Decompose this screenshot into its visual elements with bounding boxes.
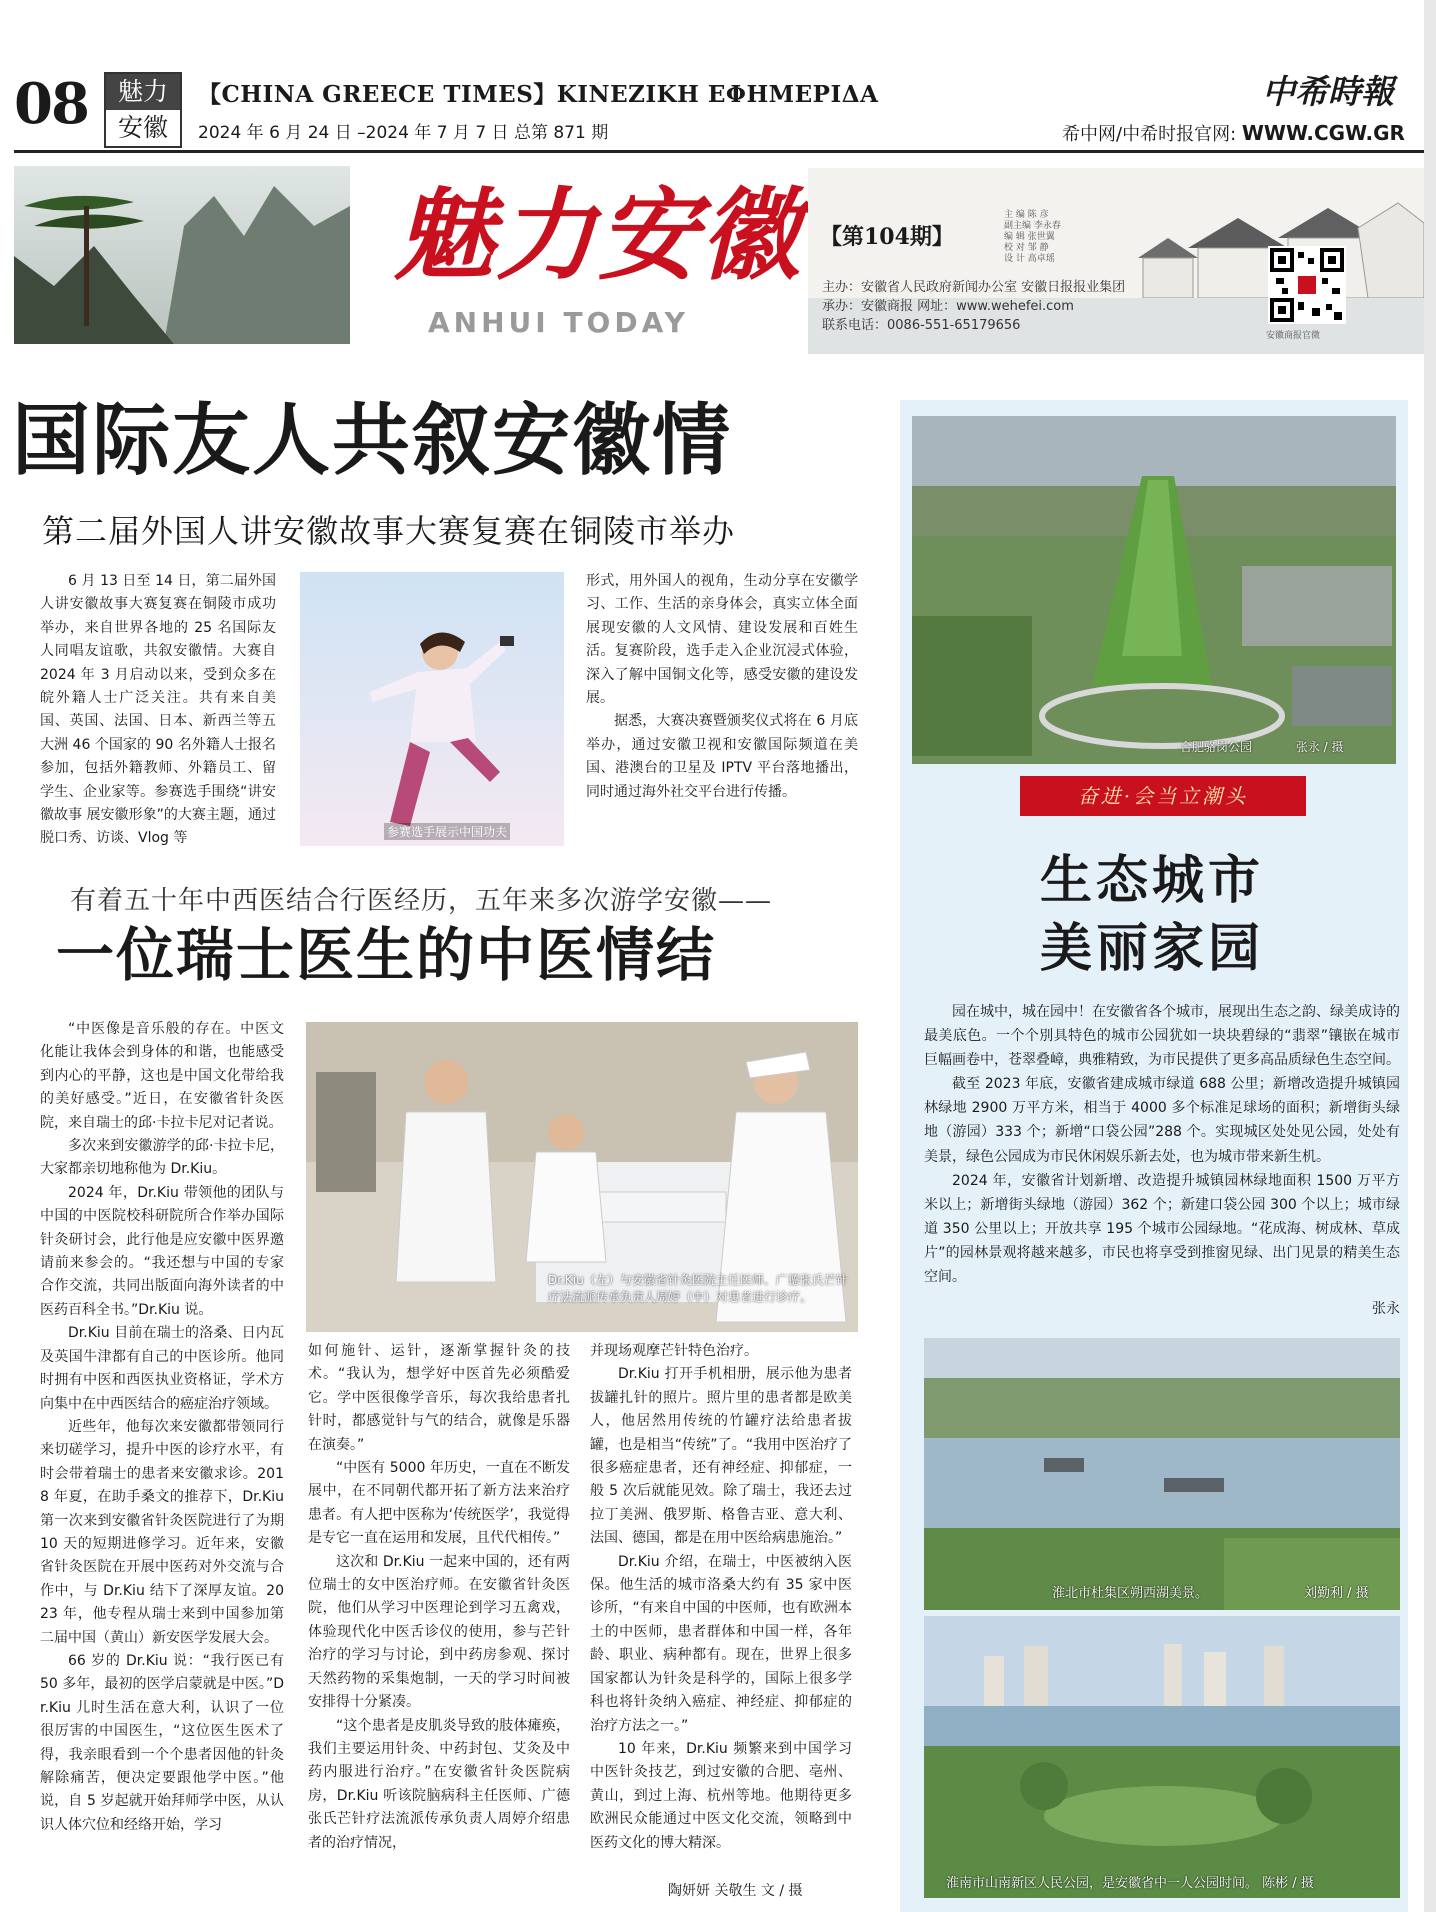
section-badge [104, 72, 182, 148]
article1-col1 [40, 570, 276, 851]
editor-line: 设 计 高卓瑶 [1004, 254, 1055, 264]
website-line [1062, 120, 1405, 146]
website-label: 希中网/中希时报官网: [1062, 124, 1242, 145]
issue-number: 【第104期】 [820, 224, 954, 250]
paragraph: 近些年，他每次来安徽都带领同行来切磋学习，提升中医的诊疗水平，有时会带着瑞士的患者来安徽求诊。2018 年夏，在助手桑文的推荐下，Dr.Kiu 第一次来到安徽省针灸医院进行了为期 10 天的短期进修学习。近年来，安徽省针灸医院在开展中医药对外交流与合作中，与 Dr.Kiu 结下了深厚友谊。2023 年，他专程从瑞士来到中国参加第二届中国（黄山）新安医学发展大会。 [40, 1418, 284, 1646]
subheadline-1: 第二届外国人讲安徽故事大赛复赛在铜陵市举办 [42, 512, 736, 550]
article1-col2 [586, 570, 858, 804]
right-headline-2: 美丽家园 [1040, 919, 1265, 979]
website-link[interactable]: WWW.CGW.GR [1241, 121, 1405, 145]
sponsor-info [822, 278, 1125, 335]
paragraph: 6 月 13 日至 14 日，第二届外国人讲安徽故事大赛复赛在铜陵市成功举办，来自世界各地的 25 名国际友人同唱友谊歌，共叙安徽情。大赛自 2024 年 3 月启动以来，受到众多在皖外籍人士广泛关注。共有来自美国、英国、法国、日本、新西兰等五大洲 46 个国家的 90 名外籍人士报名参加，包括外籍教师、外籍员工、留学生、企业家等。参赛选手围绕“讲安徽故事 展安徽形象”的大赛主题，通过脱口秀、访谈、Vlog 等 [40, 573, 276, 847]
header-rule [14, 150, 1424, 153]
paragraph: Dr.Kiu 目前在瑞士的洛桑、日内瓦及英国牛津都有自己的中医诊所。他同时拥有中医和西医执业资格证，学术方向集中在中西医结合的癌症治疗领域。 [40, 1325, 284, 1412]
right-headline-1: 生态城市 [1040, 851, 1265, 911]
paragraph: 2024 年，Dr.Kiu 带领他的团队与中国的中医院校科研院所合作举办国际针灸研讨会，此行他是应安徽中医界邀请前来参会的。“我还想与中国的专家合作交流，共同出版面向海外读者的中医药百科全书。”Dr.Kiu 说。 [40, 1184, 284, 1318]
paragraph: 10 年来，Dr.Kiu 频繁来到中国学习中医针灸技艺，到过安徽的合肥、亳州、黄山，到过上海、杭州等地。他期待更多欧洲民众能通过中医文化交流，领略到中医药文化的博大精深。 [590, 1740, 852, 1851]
qr-caption: 安徽商报官微 [1266, 331, 1321, 341]
headline-2: 一位瑞士医生的中医情结 [56, 921, 717, 989]
paragraph: 2024 年，安徽省计划新增、改造提升城镇园林绿地面积 1500 万平方米以上；新增街头绿地（游园）362 个；新建口袋公园 300 个以上；城市绿道 350 公里以上；开放共享 195 个城市公园绿地。“花成海、树成林、草成片”的园林景观将越来越多，市民也将享受到推窗见绿、出门见景的精美生态空间。 [924, 1172, 1400, 1286]
city-park-photo [924, 1616, 1400, 1898]
qr-code-icon[interactable] [1268, 246, 1346, 324]
paragraph: “这个患者是皮肌炎导致的肢体瘫痪，我们主要运用针灸、中药封包、艾灸及中药内服进行治疗。”在安徽省针灸医院病房，Dr.Kiu 听该院脑病科主任医师、广德张氏芒针疗法流派传承负责人周婷介绍患者的治疗情况， [308, 1717, 570, 1851]
editor-line: 主 编 陈 彦 [1004, 210, 1049, 220]
newspaper-logo: 中希時報 [1262, 72, 1394, 111]
kungfu-photo-caption: 参赛选手展示中国功夫 [384, 823, 510, 840]
slogan-banner: 奋进·会当立潮头 [1020, 776, 1306, 816]
paragraph: 形式，用外国人的视角，生动分享在安徽学习、工作、生活的亲身体会，真实立体全面展现安徽的人文风情、建设发展和百姓生活。复赛阶段，选手走入企业沉浸式体验，深入了解中国铜文化等，感受安徽的建设发展。 [586, 573, 858, 707]
issue-date: 2024 年 6 月 24 日 –2024 年 7 月 7 日 总第 871 期 [198, 123, 609, 143]
organizer-line: 承办：安徽商报 网址：www.wehefei.com [822, 299, 1074, 314]
lake-park-credit: 刘勤利 / 摄 [1304, 1586, 1369, 1601]
headline-1: 国际友人共叙安徽情 [12, 396, 733, 486]
article2-col1 [40, 1018, 284, 1837]
editor-line: 编 辑 张世翼 [1004, 232, 1055, 242]
right-article-body [924, 1000, 1400, 1289]
sponsor-line: 主办：安徽省人民政府新闻办公室 安徽日报报业集团 [822, 280, 1126, 295]
city-park-caption: 淮南市山南新区人民公园，是安徽省中一人公园时间。 陈彬 / 摄 [946, 1876, 1314, 1891]
park-aerial-credit: 张永 / 摄 [1295, 740, 1344, 754]
page-edge-strip [1424, 0, 1436, 1912]
section-badge-line1: 魅力 [106, 74, 180, 110]
banner-title-en: ANHUI TODAY [428, 306, 689, 339]
section-badge-line2: 安徽 [117, 113, 168, 142]
huangshan-pine-image [14, 166, 350, 344]
banner-title-cn: 魅力安徽 [394, 176, 802, 294]
editor-line: 副主编 李永春 [1004, 221, 1061, 231]
article2-col2 [308, 1340, 570, 1855]
paper-title: 【CHINA GREECE TIMES】KINEZIKH ΕΦΗΜΕΡΙΔΑ [198, 81, 879, 108]
park-aerial-photo [912, 416, 1396, 764]
paragraph: 据悉，大赛决赛暨颁奖仪式将在 6 月底举办，通过安徽卫视和安徽国际频道在美国、港澳台的卫星及 IPTV 平台落地播出，同时通过海外社交平台进行传播。 [586, 713, 858, 800]
paragraph: 园在城中，城在园中！在安徽省各个城市，展现出生态之韵、绿美成诗的最美底色。一个个別具特色的城市公园犹如一块块碧绿的“翡翠”镶嵌在城市巨幅画卷中，苍翠叠嶂，典雅精致，为市民提供了更多高品质绿色生态空间。 [924, 1004, 1400, 1069]
right-article-author: 张永 [1372, 1301, 1400, 1317]
kungfu-photo [300, 572, 564, 846]
editorial-staff [1004, 210, 1061, 265]
article2-byline: 陶妍妍 关敬生 文 / 摄 [668, 1883, 803, 1899]
phone-line: 联系电话：0086-551-65179656 [822, 318, 1021, 333]
editor-line: 校 对 邹 静 [1004, 243, 1049, 253]
page-number: 08 [14, 71, 88, 137]
paragraph: Dr.Kiu 打开手机相册，展示他为患者拔罐扎针的照片。照片里的患者都是欧美人，他居然用传统的竹罐疗法给患者拔罐，也是相当“传统”了。“我用中医治疗了很多癌症患者，还有神经症、抑郁症，一般 5 次后就能见效。除了瑞士，我还去过拉丁美洲、俄罗斯、格鲁吉亚、意大利、法国、德国，都是在用中医给病患施治。” [590, 1366, 852, 1547]
paragraph: 截至 2023 年底，安徽省建成城市绿道 688 公里；新增改造提升城镇园林绿地 2900 万平方米，相当于 4000 多个标准足球场的面积；新增街头绿地（游园）333 个；新增“口袋公园”288 个。实现城区处处见公园，处处有美景，绿色公园成为市民休闲娱乐新去处，也为城市带来新生机。 [924, 1076, 1400, 1165]
lake-park-photo [924, 1338, 1400, 1610]
paragraph: 这次和 Dr.Kiu 一起来中国的，还有两位瑞士的女中医治疗师。在安徽省针灸医院，他们从学习中医理论到学习五禽戏，体验现代化中医舌诊仪的使用，参与芒针治疗的学习与讨论，到中药房参观、探讨天然药物的采集炮制，一天的学习时间被安排得十分紧凑。 [308, 1553, 570, 1711]
park-aerial-caption-text: 合肥骆岗公园 [1180, 740, 1253, 754]
paragraph: “中医有 5000 年历史，一直在不断发展中，在不同朝代都开拓了新方法来治疗患者。有人把中医称为‘传统医学’，我觉得是专它一直在运用和发展，且代代相传。” [308, 1460, 570, 1547]
paragraph: Dr.Kiu 介绍，在瑞士，中医被纳入医保。他生活的城市洛桑大约有 35 家中医诊所，“有来自中国的中医师，也有欧洲本土的中医师，患者群体和中国一样，各年龄、职业、病种都有。现在，世界上很多国家都认为针灸是科学的，国际上很多学科也将针灸纳入癌症、神经症、抑郁症的治疗方法之一。” [590, 1553, 852, 1734]
paragraph: 如何施针、运针，逐渐掌握针灸的技术。“我认为，想学好中医首先必须酷爱它。学中医很像学音乐，每次我给患者扎针时，都感觉针与气的结合，就像是乐器在演奏。” [308, 1343, 570, 1453]
article2-col3 [590, 1340, 852, 1855]
paragraph: “中医像是音乐般的存在。中医文化能让我体会到身体的和谐，也能感受到内心的平静，这也是中国文化带给我的美好感受。”近日，在安徽省针灸医院，来自瑞士的邱·卡拉卡尼对记者说。 [40, 1021, 284, 1131]
paragraph: 多次来到安徽游学的邱·卡拉卡尼，大家都亲切地称他为 Dr.Kiu。 [40, 1138, 284, 1178]
paragraph: 66 岁的 Dr.Kiu 说：“我行医已有 50 多年，最初的医学启蒙就是中医。”Dr.Kiu 儿时生活在意大利，认识了一位很厉害的中国医生，“这位医生医术了得，我亲眼看到一个个患者因他的针灸解除痛苦，便决定要跟他学中医。”他说，自 5 岁起就开始拜师学中医，从认识人体穴位和经络开始，学习 [40, 1652, 284, 1833]
paragraph: 并现场观摩芒针特色治疗。 [590, 1343, 758, 1359]
park-aerial-caption [1180, 738, 1344, 755]
hospital-photo-caption: Dr.Kiu（左）与安徽省针灸医院主任医师、广德张氏芒针疗法流派传承负责人周婷（中）对患者进行诊疗。 [548, 1273, 848, 1304]
kicker-2: 有着五十年中西医结合行医经历，五年来多次游学安徽—— [70, 886, 773, 916]
lake-park-caption: 淮北市杜集区朔西湖美景。 [1052, 1586, 1209, 1601]
